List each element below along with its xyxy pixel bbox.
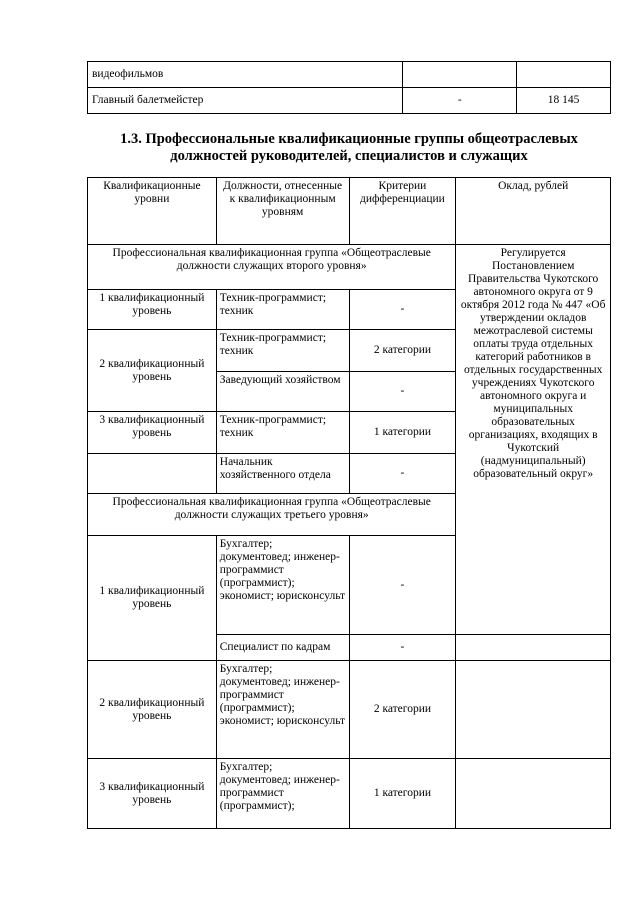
level-cell: 3 квалификационный уровень [88, 412, 217, 454]
criteria-cell: - [349, 635, 456, 661]
heading-line-2: должностей руководителей, специалистов и служащих [170, 148, 528, 164]
table-row [88, 62, 611, 88]
position-cell: Техник-программист; техник [216, 330, 349, 372]
criteria-cell [403, 62, 517, 88]
level-cell-empty [88, 454, 217, 494]
position-cell: видеофильмов [88, 62, 403, 88]
position-cell: Заведующий хозяйством [216, 372, 349, 412]
criteria-cell: - [349, 454, 456, 494]
group2-title: Профессиональная квалификационная группа «Общеотраслевые должности служащих второго уровня» [88, 245, 456, 290]
position-cell: Начальник хозяйственного отдела [216, 454, 349, 494]
level-cell: 2 квалификационный уровень [88, 661, 217, 759]
table-row [88, 88, 611, 114]
table-row [88, 661, 611, 759]
top-table [87, 61, 611, 114]
position-cell: Бухгалтер; документовед; инженер-программист (программист); экономист; юрисконсульт [216, 661, 349, 759]
position-cell: Бухгалтер; документовед; инженер-программист (программист); [216, 759, 349, 829]
position-cell: Специалист по кадрам [216, 635, 349, 661]
header-positions: Должности, отнесенные к квалификационным уровням [216, 178, 349, 245]
criteria-cell: - [349, 372, 456, 412]
section-heading [87, 131, 611, 165]
header-levels: Квалификационные уровни [88, 178, 217, 245]
salary-cell-empty [456, 635, 611, 661]
position-cell: Главный балетмейстер [88, 88, 403, 114]
position-cell: Техник-программист; техник [216, 290, 349, 330]
group3-title: Профессиональная квалификационная группа «Общеотраслевые должности служащих третьего уровня» [88, 494, 456, 536]
header-salary: Оклад, рублей [456, 178, 611, 245]
criteria-cell: - [349, 290, 456, 330]
group-title-row [88, 245, 611, 290]
criteria-cell: 1 категории [349, 412, 456, 454]
level-cell: 3 квалификационный уровень [88, 759, 217, 829]
header-criteria: Критерии дифференциации [349, 178, 456, 245]
table-header-row [88, 178, 611, 245]
level-cell: 1 квалификационный уровень [88, 536, 217, 661]
position-cell: Бухгалтер; документовед; инженер-программист (программист); экономист; юрисконсульт [216, 536, 349, 635]
position-cell: Техник-программист; техник [216, 412, 349, 454]
criteria-cell: 2 категории [349, 661, 456, 759]
salary-cell: 18 145 [517, 88, 611, 114]
criteria-cell: - [403, 88, 517, 114]
heading-line-1: 1.3. Профессиональные квалификационные группы общеотраслевых [120, 131, 578, 147]
criteria-cell: 1 категории [349, 759, 456, 829]
level-cell: 2 квалификационный уровень [88, 330, 217, 412]
table-row [88, 759, 611, 829]
level-cell: 1 квалификационный уровень [88, 290, 217, 330]
salary-note: Регулируется Постановлением Правительства Чукотского автономного округа от 9 октября 2012 года № 447 «Об утверждении окладов межотраслевой системы оплаты труда отдельных категорий работников в отдельных государственных учреждениях Чукотского автономного округа и муниципальных образовательных организациях, входящих в Чукотский (надмуниципальный) образовательный округ» [456, 245, 611, 635]
qualification-table [87, 177, 611, 829]
criteria-cell: - [349, 536, 456, 635]
salary-cell [517, 62, 611, 88]
criteria-cell: 2 категории [349, 330, 456, 372]
salary-cell-empty [456, 661, 611, 759]
salary-cell-empty [456, 759, 611, 829]
